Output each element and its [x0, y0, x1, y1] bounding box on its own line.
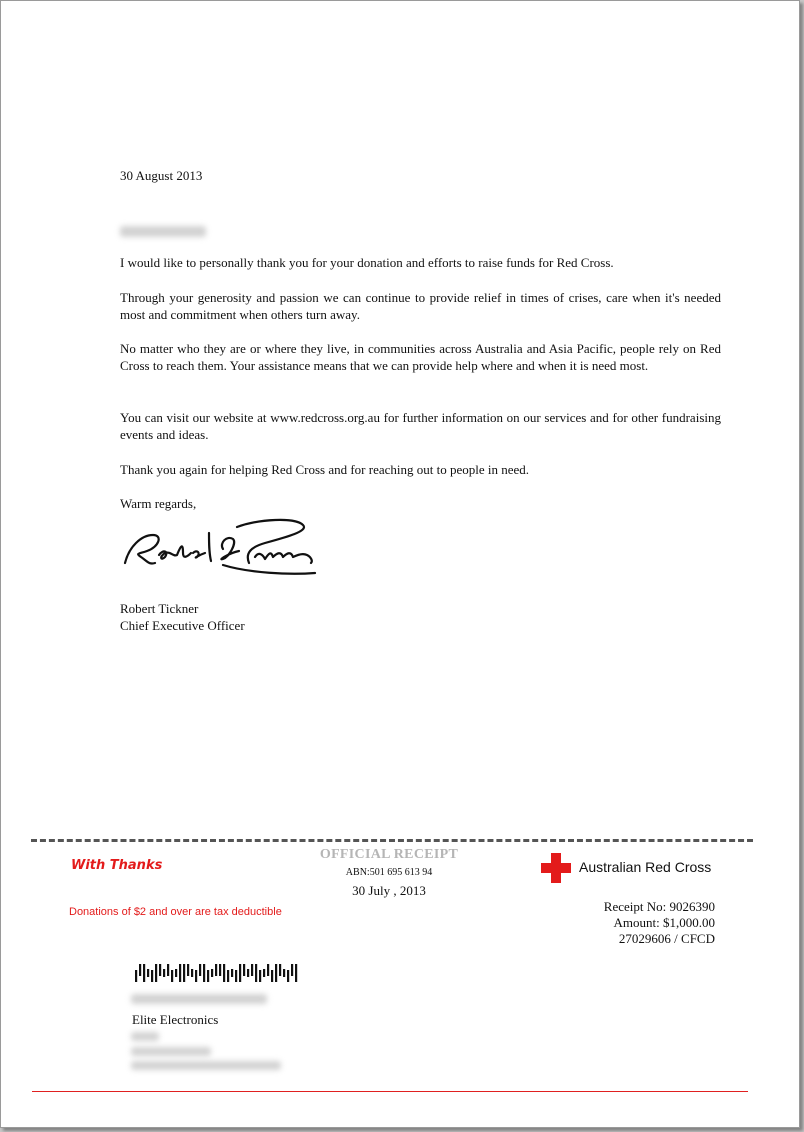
with-thanks-label: With Thanks — [71, 858, 163, 873]
receipt-reference: 27029606 / CFCD — [618, 931, 715, 946]
paragraph-1: I would like to personally thank you for your donation and efforts to raise funds for Red Cross. — [120, 255, 614, 270]
paragraph-3: No matter who they are or where they live, in communities across Australia and Asia Pacific, people rely on Red Cross to reach them. Your assistance means that we can provide help where and when it is need most. — [120, 341, 721, 373]
signer-title: Chief Executive Officer — [120, 618, 245, 633]
recipient-name: Elite Electronics — [132, 1012, 219, 1027]
redacted-recipient-line — [131, 994, 267, 1004]
paragraph-4: You can visit our website at www.redcross.org.au for further information on our services and for other fundraising events and ideas. — [120, 410, 721, 442]
tear-off-line — [31, 839, 753, 842]
paragraph-2: Through your generosity and passion we can continue to provide relief in times of crises, care when it's needed most and commitment when others turn away. — [120, 290, 721, 322]
redacted-salutation — [120, 226, 206, 237]
postal-barcode — [135, 964, 299, 982]
receipt-amount: Amount: $1,000.00 — [613, 915, 715, 930]
receipt-details — [604, 899, 715, 947]
receipt-number: Receipt No: 9026390 — [603, 899, 715, 914]
redacted-address-2 — [131, 1047, 211, 1056]
redacted-address-1 — [131, 1032, 159, 1041]
letter-date: 30 August 2013 — [120, 168, 203, 183]
abn: ABN:501 695 613 94 — [345, 867, 433, 878]
footer-red-rule — [32, 1091, 748, 1092]
red-cross-icon — [541, 853, 571, 883]
signer-name: Robert Tickner — [120, 601, 199, 616]
paragraph-5: Thank you again for helping Red Cross and for reaching out to people in need. — [120, 462, 530, 477]
tax-deductible-note: Donations of $2 and over are tax deductible — [69, 906, 282, 918]
redacted-address-3 — [131, 1061, 281, 1070]
signature-image — [119, 513, 321, 595]
closing: Warm regards, — [120, 496, 197, 511]
receipt-date: 30 July , 2013 — [352, 883, 426, 898]
official-receipt-heading: OFFICIAL RECEIPT — [319, 847, 459, 862]
brand-name: Australian Red Cross — [579, 859, 712, 875]
